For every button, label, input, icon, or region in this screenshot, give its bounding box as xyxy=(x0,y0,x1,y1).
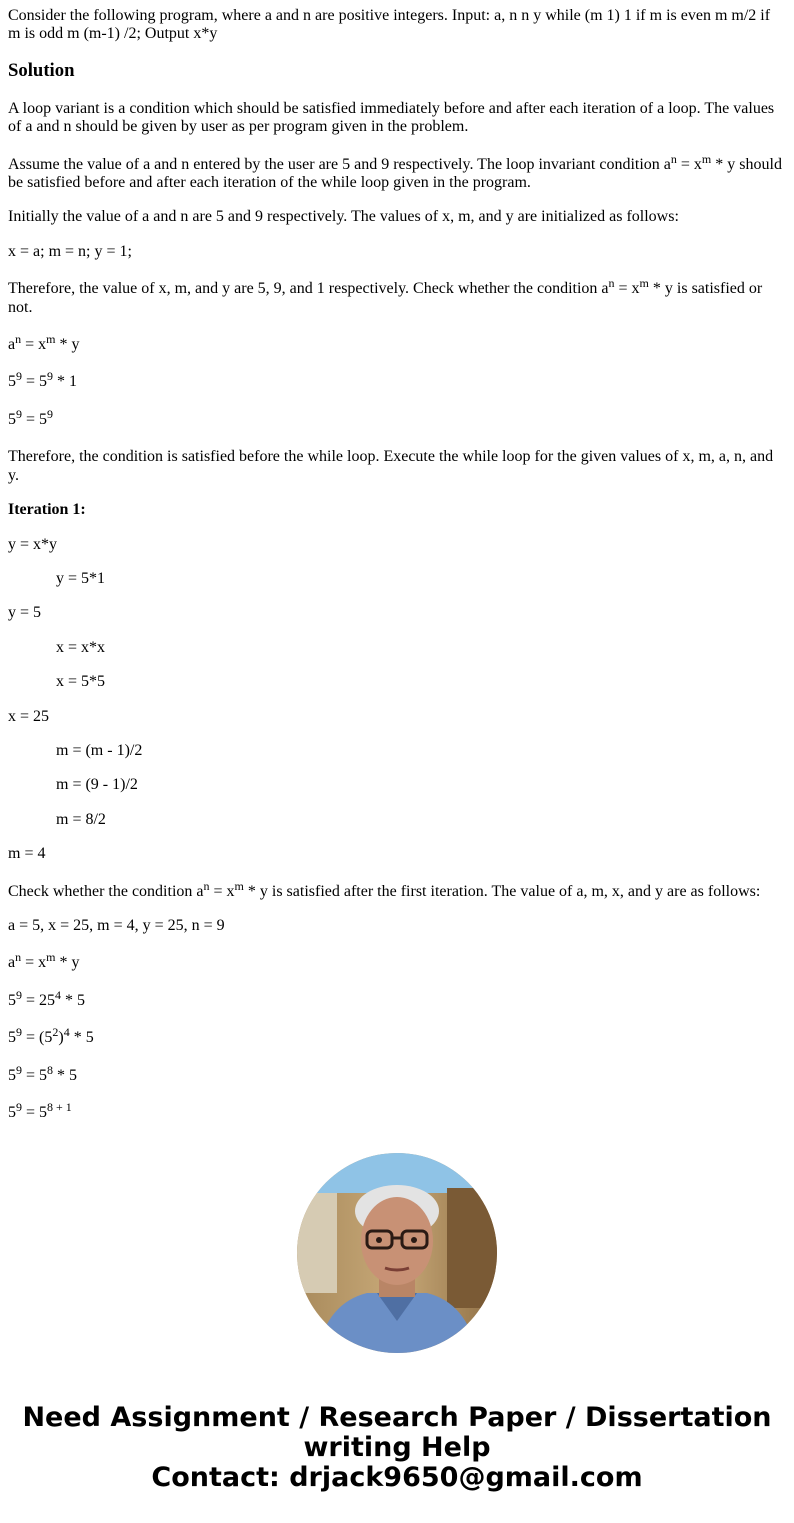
equation-1: $a^n = x^m * y$ xyxy=(8,332,80,354)
init-line: x = a; m = n; y = 1; xyxy=(8,242,132,260)
step-line: m = 4 xyxy=(8,845,46,863)
equation-7: $5^9 = 5^8 * 5$ xyxy=(8,1062,78,1084)
equation-5: $5^9 = 25^4 * 5$ xyxy=(8,987,86,1009)
promo-contact: Contact: drjack9650@gmail.com xyxy=(151,1462,643,1493)
promo-line: writing Help xyxy=(303,1432,491,1463)
promo-line: Need Assignment / Research Paper / Dissertation xyxy=(22,1402,772,1433)
avatar xyxy=(297,1153,497,1353)
step-line: x = 25 xyxy=(8,707,50,725)
solution-heading: Solution xyxy=(8,59,75,81)
assume-paragraph: Assume the value of a and n entered by the user are 5 and 9 respectively. The loop invariant condition $a^n = x^m * y$ should be satisfied before and after each iteration of the while loop given in the program. xyxy=(8,151,782,192)
equation-8: $5^9 = 5^{8 + 1}$ xyxy=(8,1100,72,1121)
step-line: m = (m - 1)/2 xyxy=(56,741,143,759)
step-line: y = 5*1 xyxy=(56,569,106,587)
equation-6: $5^9 = (5^2)^4 * 5$ xyxy=(8,1025,94,1047)
check-paragraph: Check whether the condition $a^n = x^m * y$ is satisfied after the first iteration. The value of a, m, x, and y are as follows: xyxy=(8,878,761,900)
step-line: x = 5*5 xyxy=(56,673,106,691)
equation-2: $5^9 = 5^9 * 1$ xyxy=(8,369,78,391)
variant-paragraph: A loop variant is a condition which should be satisfied immediately before and after each iteration of a loop. The values of a and n should be given by user as per program given in the problem. xyxy=(8,99,775,136)
promo-banner xyxy=(0,1403,794,1493)
iteration-heading: Iteration 1: xyxy=(8,501,86,519)
equation-3: $5^9 = 5^9$ xyxy=(8,406,54,428)
document-body xyxy=(8,7,786,1138)
step-line: y = x*y xyxy=(8,535,58,553)
values-line: a = 5, x = 25, m = 4, y = 25, n = 9 xyxy=(8,916,225,934)
equation-4: $a^n = x^m * y$ xyxy=(8,950,80,972)
step-line: m = 8/2 xyxy=(56,810,106,828)
therefore-paragraph: Therefore, the value of x, m, and y are 5, 9, and 1 respectively. Check whether the condition $a^n = x^m * y$ is satisfied or not. xyxy=(8,276,763,316)
step-line: x = x*x xyxy=(56,638,106,656)
initial-paragraph: Initially the value of a and n are 5 and 9 respectively. The values of x, m, and y are initialized as follows: xyxy=(8,208,679,226)
step-line: m = (9 - 1)/2 xyxy=(56,776,138,794)
question-text: Consider the following program, where a and n are positive integers. Input: a, n n y while (m 1) 1 if m is even m m/2 if m is odd m (m-1) /2; Output x*y xyxy=(8,7,771,43)
step-line: y = 5 xyxy=(8,604,42,622)
satisfied-paragraph: Therefore, the condition is satisfied before the while loop. Execute the while loop for the given values of x, m, a, n, and y. xyxy=(8,448,774,484)
